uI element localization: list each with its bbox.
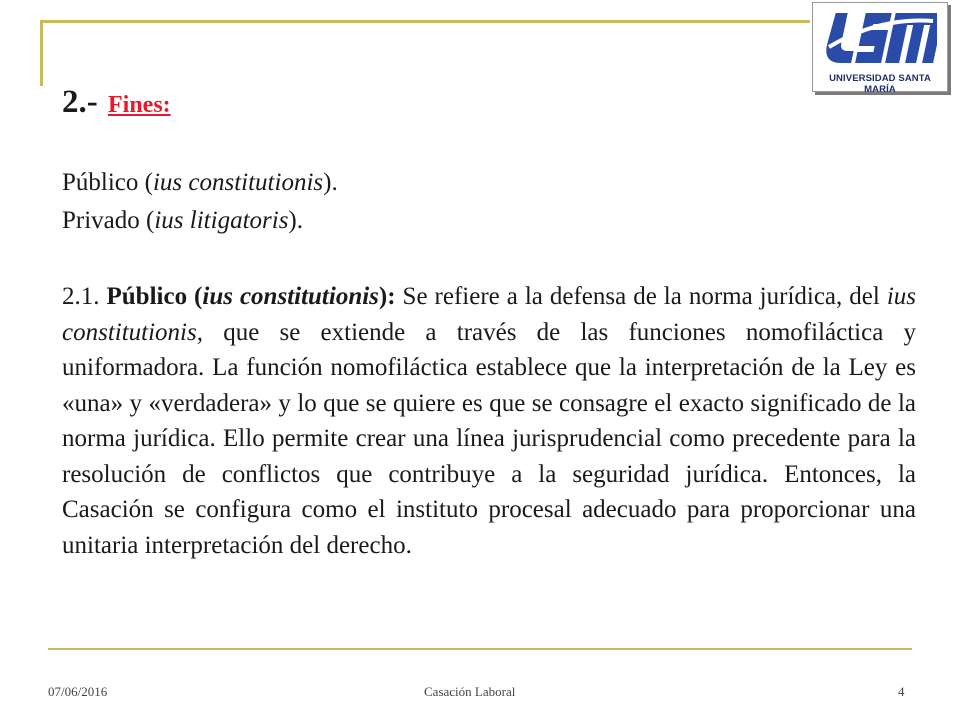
privado-line bbox=[62, 205, 303, 237]
frame-top-line bbox=[40, 20, 810, 23]
privado-label: Privado ( bbox=[62, 207, 155, 234]
privado-latin: ius litigatoris bbox=[154, 207, 289, 234]
section-heading bbox=[62, 80, 171, 127]
university-logo bbox=[812, 2, 948, 95]
footer-page-number: 4 bbox=[898, 684, 905, 699]
para-bold-a: Público ( bbox=[106, 283, 203, 310]
publico-line bbox=[62, 167, 338, 199]
para-bold-heading bbox=[107, 283, 396, 310]
para-bold-latin: ius constitutionis bbox=[202, 283, 379, 310]
heading-number: 2.- bbox=[62, 84, 98, 120]
para-text-1: Se refiere a la defensa de la norma jurídica, del bbox=[395, 283, 887, 310]
para-number: 2.1. bbox=[62, 283, 107, 310]
frame-left-line bbox=[40, 20, 43, 86]
publico-label: Público ( bbox=[62, 169, 153, 196]
frame-bottom-line bbox=[48, 648, 912, 650]
para-bold-b: ): bbox=[378, 283, 396, 310]
footer-date: 07/06/2016 bbox=[48, 684, 108, 699]
body-paragraph bbox=[62, 279, 916, 563]
footer-title: Casación Laboral bbox=[424, 684, 516, 699]
usm-logo-icon bbox=[823, 7, 937, 71]
para-text-2: que se extiende a través de las funciones nomofiláctica y uniformadora. La función nomofiláctica establece que la interpretación de la Ley es «una» y «verdadera» y lo que se quiere es que se consagre el exacto significado de la norma jurídica. Ello permite crear una línea jurisprudencial como precedente para la resolución de conflictos que contribuye a la seguridad jurídica. Entonces, la Casación se configura como el instituto procesal adecuado para proporcionar una unitaria interpretación del derecho. bbox=[62, 318, 916, 559]
publico-end: ). bbox=[323, 169, 338, 196]
heading-title: Fines: bbox=[108, 92, 171, 118]
publico-latin: ius constitutionis bbox=[152, 169, 324, 196]
para-italic: ius constitutionis, bbox=[62, 283, 916, 346]
privado-end: ). bbox=[288, 207, 303, 234]
logo-caption: UNIVERSIDAD SANTA MARÍA bbox=[829, 73, 931, 95]
